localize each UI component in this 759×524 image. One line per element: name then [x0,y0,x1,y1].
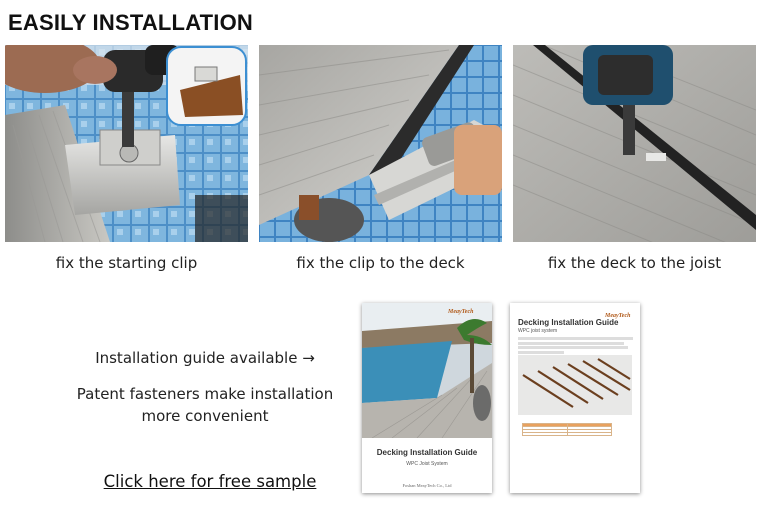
guide-brand: MeayTech [448,309,474,315]
guide-page-subtitle: WPC joist system [518,328,558,334]
spacing-table [522,423,612,436]
table-row [523,433,612,436]
step-caption: fix the deck to the joist [547,254,722,272]
free-sample-link[interactable]: Click here for free sample [103,472,317,491]
guide-cover-title: Decking Installation Guide [376,448,478,457]
guide-page-brand: MeayTech [605,313,631,319]
installation-guide-page[interactable] [510,303,640,493]
table-cell [523,433,568,436]
guide-page-body-text [518,337,633,354]
guide-cover-footer: Foshan MeayTech Co., Ltd [402,483,452,488]
page-heading: EASILY INSTALLATION [8,10,254,35]
starting-clip-photo [5,45,248,242]
clip-to-deck-photo [259,45,502,242]
installation-guide-cover[interactable] [362,303,492,493]
pool-deck-image [362,303,492,438]
patent-fasteners-text: Patent fasteners make installation more convenient [76,385,334,425]
guide-cover-subtitle: WPC Joist System [406,461,448,467]
step-caption: fix the starting clip [55,254,198,272]
table-cell [567,433,612,436]
installation-guide-text: Installation guide available → [95,349,315,367]
deck-to-joist-photo [513,45,756,242]
step-caption: fix the clip to the deck [296,254,465,272]
guide-page-title: Decking Installation Guide [518,318,619,327]
joist-layout-image [518,355,632,415]
